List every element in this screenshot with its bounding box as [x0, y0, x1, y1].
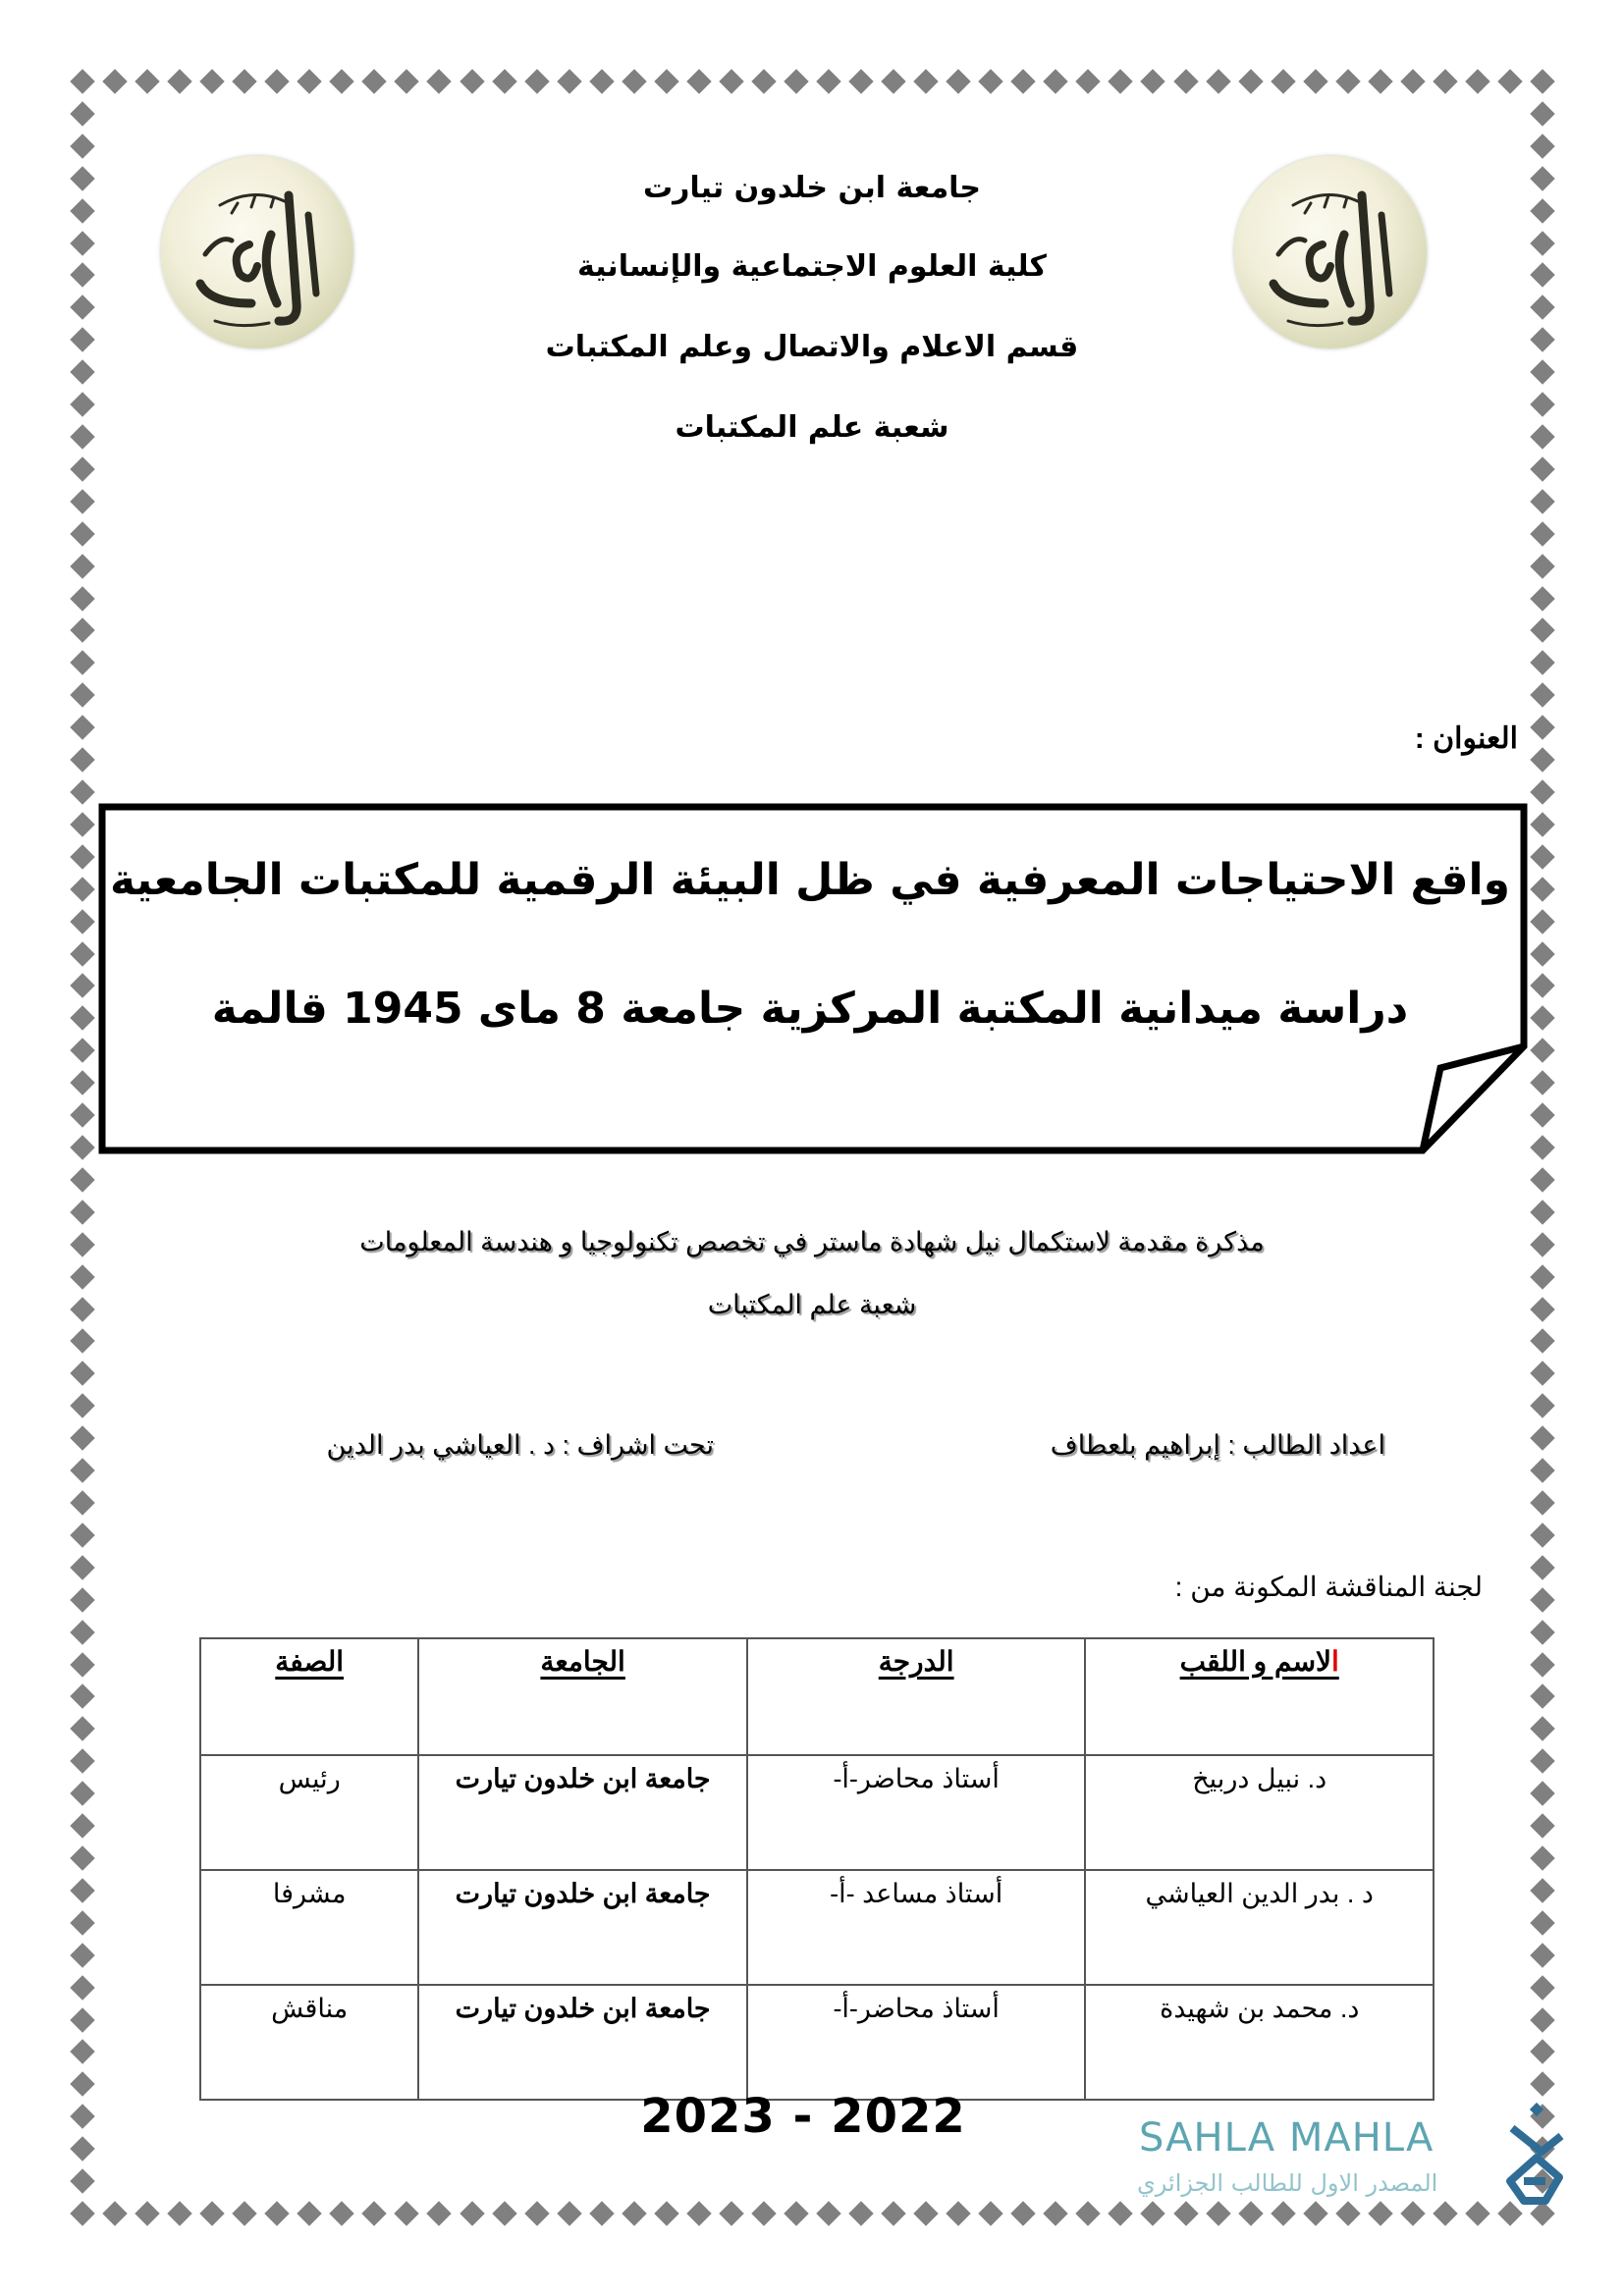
- thesis-title-line-1: واقع الاحتياجات المعرفية في ظل البيئة الرقمية للمكتبات الجامعية: [110, 855, 1510, 905]
- border-diamond: [848, 2201, 873, 2225]
- border-diamond: [199, 2201, 224, 2225]
- border-diamond: [1335, 2201, 1360, 2225]
- border-diamond: [1206, 2201, 1230, 2225]
- border-diamond: [589, 2201, 614, 2225]
- header-name-label: لاسم و اللقب: [1179, 1646, 1332, 1677]
- border-diamond: [1530, 1975, 1554, 2000]
- border-diamond: [1530, 1458, 1554, 1482]
- border-diamond: [70, 1943, 94, 1967]
- border-diamond: [70, 2168, 94, 2193]
- thesis-branch: شعبة علم المكتبات: [707, 1290, 917, 1319]
- member-role: مناقش: [200, 1985, 418, 2100]
- header-role: [200, 1638, 418, 1755]
- table-row: [200, 1985, 1434, 2100]
- border-diamond: [1530, 1684, 1554, 1709]
- member-university: جامعة ابن خلدون تيارت: [418, 1755, 747, 1870]
- border-diamond: [1530, 1781, 1554, 1805]
- border-diamond: [70, 1490, 94, 1515]
- border-diamond: [70, 1458, 94, 1482]
- border-diamond: [784, 2201, 808, 2225]
- border-diamond: [70, 1813, 94, 1838]
- border-diamond: [1530, 1264, 1554, 1289]
- border-diamond: [1530, 1910, 1554, 1935]
- border-diamond: [70, 1200, 94, 1224]
- border-diamond: [70, 1652, 94, 1677]
- table-header-row: [200, 1638, 1434, 1755]
- border-diamond: [622, 2201, 646, 2225]
- border-diamond: [70, 1555, 94, 1579]
- border-diamond: [1530, 1555, 1554, 1579]
- border-diamond: [686, 2201, 711, 2225]
- border-diamond: [232, 2201, 256, 2225]
- border-diamond: [1530, 2007, 1554, 2032]
- border-diamond: [524, 2201, 549, 2225]
- border-diamond: [70, 1845, 94, 1870]
- border-diamond: [70, 1394, 94, 1418]
- border-diamond: [1400, 2201, 1425, 2225]
- border-diamond: [1433, 2201, 1457, 2225]
- border-diamond: [1530, 1845, 1554, 1870]
- border-diamond: [70, 1587, 94, 1612]
- border-diamond: [719, 2201, 743, 2225]
- border-diamond: [70, 1910, 94, 1935]
- border-diamond: [1109, 2201, 1133, 2225]
- thesis-title-line-2: دراسة ميدانية المكتبة المركزية جامعة 8 ماى 1945 قالمة: [211, 984, 1409, 1034]
- border-diamond: [1044, 2201, 1068, 2225]
- border-diamond: [70, 1749, 94, 1774]
- member-name: د. نبيل دربيخ: [1085, 1755, 1434, 1870]
- department-name: قسم الاعلام والاتصال وعلم المكتبات: [545, 330, 1079, 364]
- border-diamond: [70, 1717, 94, 1741]
- border-diamond: [946, 2201, 970, 2225]
- border-diamond: [1530, 1522, 1554, 1547]
- border-diamond: [1368, 2201, 1392, 2225]
- border-diamond: [362, 2201, 387, 2225]
- member-university: جامعة ابن خلدون تيارت: [418, 1870, 747, 1985]
- member-university: جامعة ابن خلدون تيارت: [418, 1985, 747, 2100]
- border-diamond: [881, 2201, 905, 2225]
- header-university: [418, 1638, 747, 1755]
- member-name: د . بدر الدين العياشي: [1085, 1870, 1434, 1985]
- border-diamond: [1530, 1329, 1554, 1354]
- border-diamond: [167, 2201, 191, 2225]
- border-diamond: [1530, 1620, 1554, 1644]
- border-diamond: [1271, 2201, 1295, 2225]
- table-row: [200, 1870, 1434, 1985]
- border-diamond: [70, 1264, 94, 1289]
- border-diamond: [70, 1329, 94, 1354]
- border-diamond: [1530, 1652, 1554, 1677]
- border-diamond: [1530, 1749, 1554, 1774]
- border-diamond: [70, 1522, 94, 1547]
- branch-name: شعبة علم المكتبات: [675, 410, 949, 445]
- border-diamond: [1238, 2201, 1263, 2225]
- border-diamond: [1141, 2201, 1165, 2225]
- committee-title: لجنة المناقشة المكونة من :: [1174, 1572, 1483, 1602]
- border-diamond: [70, 1684, 94, 1709]
- red-letter: ا: [1331, 1646, 1339, 1677]
- border-diamond: [1530, 1943, 1554, 1967]
- border-diamond: [102, 2201, 127, 2225]
- border-diamond: [492, 2201, 516, 2225]
- faculty-name: كلية العلوم الاجتماعية والإنسانية: [576, 249, 1047, 284]
- border-diamond: [1530, 1362, 1554, 1386]
- member-role: رئيس: [200, 1755, 418, 1870]
- border-diamond: [1530, 1490, 1554, 1515]
- border-diamond: [1530, 1813, 1554, 1838]
- member-role: مشرفا: [200, 1870, 418, 1985]
- border-diamond: [70, 1425, 94, 1450]
- border-diamond: [70, 1878, 94, 1902]
- border-diamond: [330, 2201, 354, 2225]
- border-diamond: [557, 2201, 581, 2225]
- border-diamond: [265, 2201, 290, 2225]
- border-diamond: [1530, 1394, 1554, 1418]
- supervisor-credit: تحت اشراف : د . العياشي بدر الدين: [326, 1430, 714, 1460]
- member-rank: أستاذ محاضر-أ-: [747, 1755, 1086, 1870]
- border-diamond: [1530, 1587, 1554, 1612]
- header-rank-label: الدرجة: [878, 1646, 954, 1677]
- member-name: د. محمد بن شهيدة: [1085, 1985, 1434, 2100]
- border-diamond: [1076, 2201, 1101, 2225]
- header-university-label: الجامعة: [540, 1646, 625, 1677]
- thesis-description: مذكرة مقدمة لاستكمال نيل شهادة ماستر في تخصص تكنولوجيا و هندسة المعلومات: [359, 1227, 1265, 1256]
- sahla-mahla-logo-icon: [1502, 2101, 1571, 2209]
- header-rank: [747, 1638, 1086, 1755]
- border-diamond: [460, 2201, 484, 2225]
- title-label: العنوان :: [1414, 722, 1518, 755]
- border-diamond: [1173, 2201, 1198, 2225]
- university-name: جامعة ابن خلدون تيارت: [642, 171, 982, 205]
- border-diamond: [70, 2007, 94, 2032]
- border-diamond: [751, 2201, 776, 2225]
- border-diamond: [70, 1620, 94, 1644]
- border-diamond: [1530, 1717, 1554, 1741]
- border-diamond: [427, 2201, 452, 2225]
- border-diamond: [70, 1362, 94, 1386]
- border-diamond: [1530, 1878, 1554, 1902]
- border-diamond: [913, 2201, 938, 2225]
- border-diamond: [1530, 1200, 1554, 1224]
- border-diamond: [1303, 2201, 1327, 2225]
- table-row: [200, 1755, 1434, 1870]
- header-role-label: الصفة: [275, 1646, 345, 1677]
- member-rank: أستاذ مساعد -أ-: [747, 1870, 1086, 1985]
- border-diamond: [816, 2201, 840, 2225]
- member-rank: أستاذ محاضر-أ-: [747, 1985, 1086, 2100]
- border-diamond: [135, 2201, 159, 2225]
- border-diamond: [395, 2201, 419, 2225]
- watermark-brand: SAHLA MAHLA: [1139, 2115, 1435, 2161]
- border-diamond: [70, 1781, 94, 1805]
- watermark-tagline: المصدر الاول للطالب الجزائري: [1137, 2169, 1438, 2197]
- border-diamond: [70, 1975, 94, 2000]
- border-diamond: [979, 2201, 1003, 2225]
- border-diamond: [1530, 2040, 1554, 2064]
- committee-table: [199, 1637, 1435, 2101]
- border-diamond: [1530, 1425, 1554, 1450]
- student-credit: اعداد الطالب : إبراهيم بلعطاف: [1050, 1430, 1385, 1460]
- border-diamond: [654, 2201, 678, 2225]
- academic-year: 2023 - 2022: [640, 2089, 966, 2144]
- border-diamond: [70, 2201, 94, 2225]
- border-diamond: [298, 2201, 322, 2225]
- border-diamond: [1011, 2201, 1036, 2225]
- border-diamond: [70, 2040, 94, 2064]
- border-diamond: [1465, 2201, 1489, 2225]
- header-name: [1085, 1638, 1434, 1755]
